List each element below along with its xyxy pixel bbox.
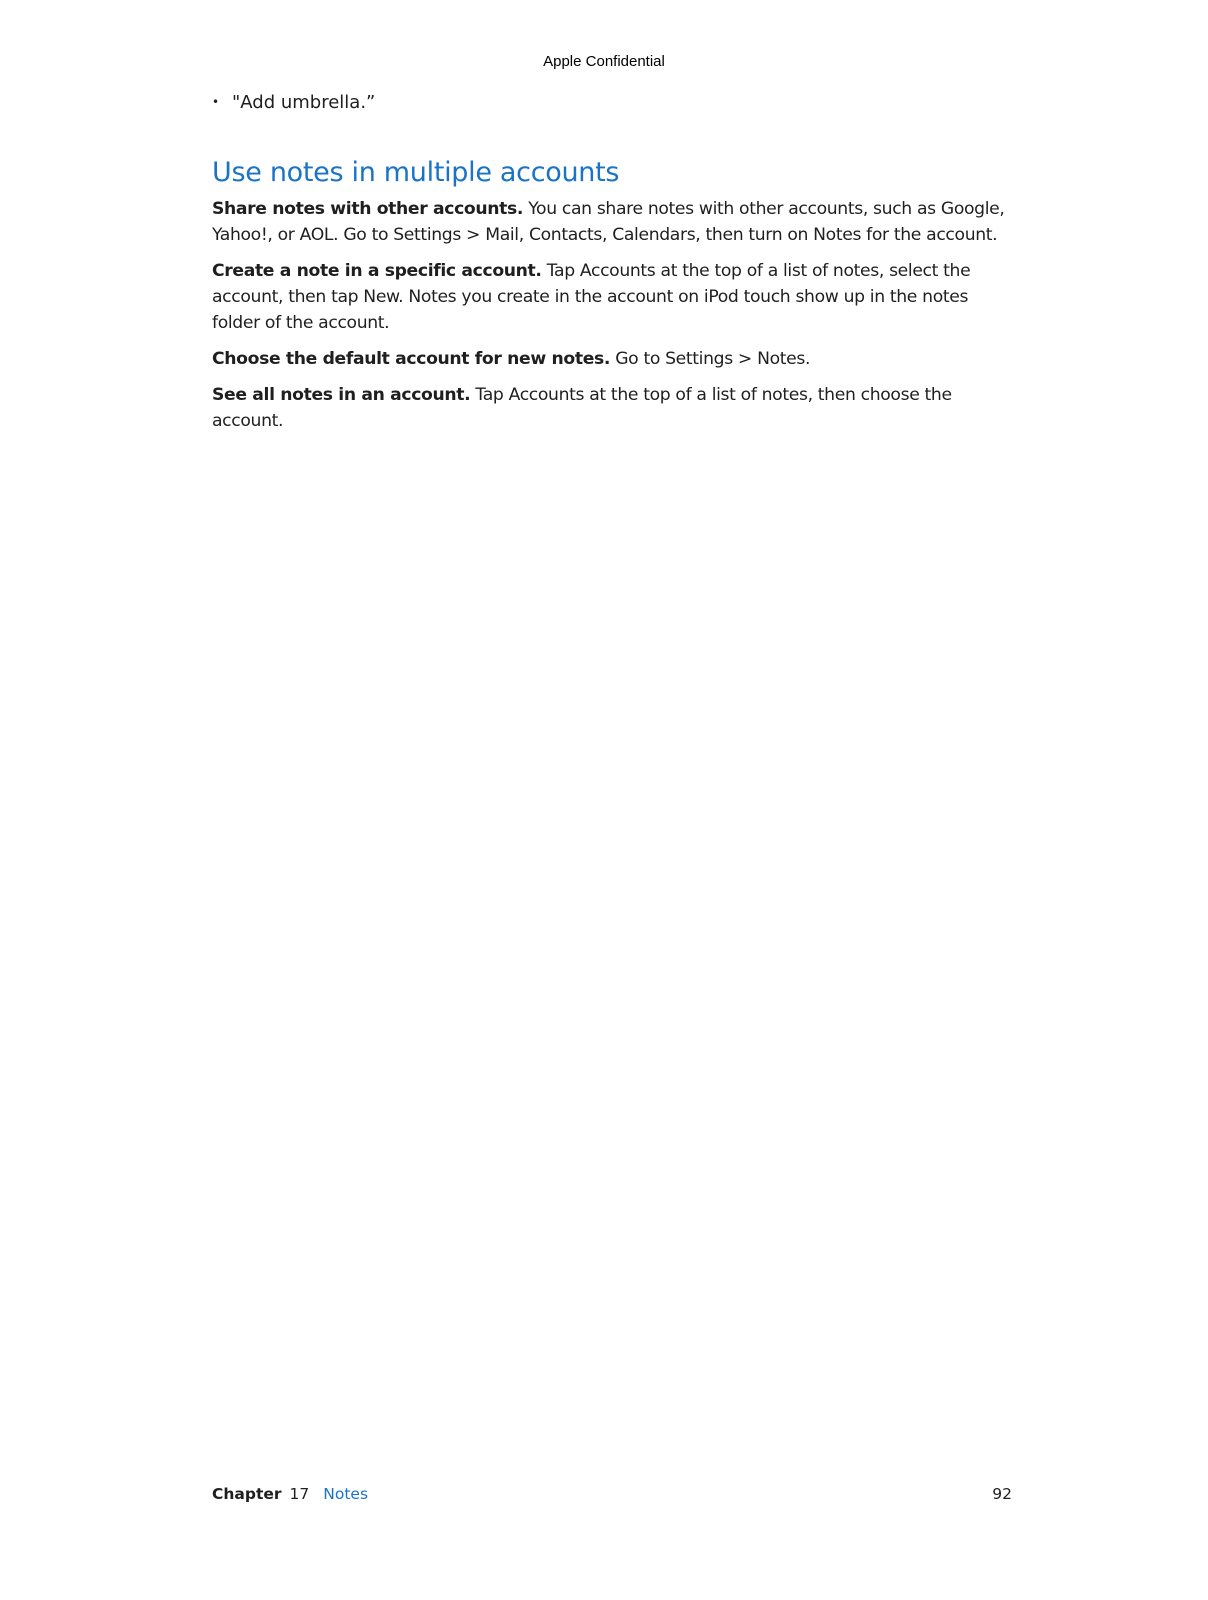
page-content xyxy=(212,92,1012,444)
paragraph-lead: Share notes with other accounts. xyxy=(212,199,524,219)
page-footer xyxy=(212,1485,1012,1503)
paragraph-see-all-notes xyxy=(212,382,1012,434)
page-number: 92 xyxy=(992,1485,1012,1503)
bullet-icon: • xyxy=(212,95,220,109)
list-item-text: "Add umbrella.” xyxy=(232,92,376,113)
paragraph-lead: Create a note in a specific account. xyxy=(212,261,542,281)
paragraph-body: You can share notes with other accounts, such as Google, Yahoo!, or AOL. Go to Settings > Mail, Contacts, Calendars, then turn on Notes for the account. xyxy=(212,199,1005,245)
paragraph-share-notes xyxy=(212,196,1012,248)
chapter-name-link[interactable]: Notes xyxy=(323,1485,369,1503)
section-heading: Use notes in multiple accounts xyxy=(212,157,620,188)
paragraph-lead: Choose the default account for new notes. xyxy=(212,349,611,369)
paragraph-body: Tap Accounts at the top of a list of notes, select the account, then tap New. Notes you create in the account on iPod touch show up in the notes folder of the account. xyxy=(212,261,971,333)
paragraph-create-note xyxy=(212,258,1012,336)
paragraph-lead: See all notes in an account. xyxy=(212,385,471,405)
paragraph-default-account xyxy=(212,346,1012,372)
confidential-header: Apple Confidential xyxy=(543,53,665,70)
chapter-number: 17 xyxy=(289,1485,310,1503)
paragraph-body: Tap Accounts at the top of a list of notes, then choose the account. xyxy=(212,385,952,431)
list-item xyxy=(212,92,1012,118)
paragraph-body: Go to Settings > Notes. xyxy=(610,349,811,369)
chapter-label: Chapter xyxy=(212,1485,282,1503)
